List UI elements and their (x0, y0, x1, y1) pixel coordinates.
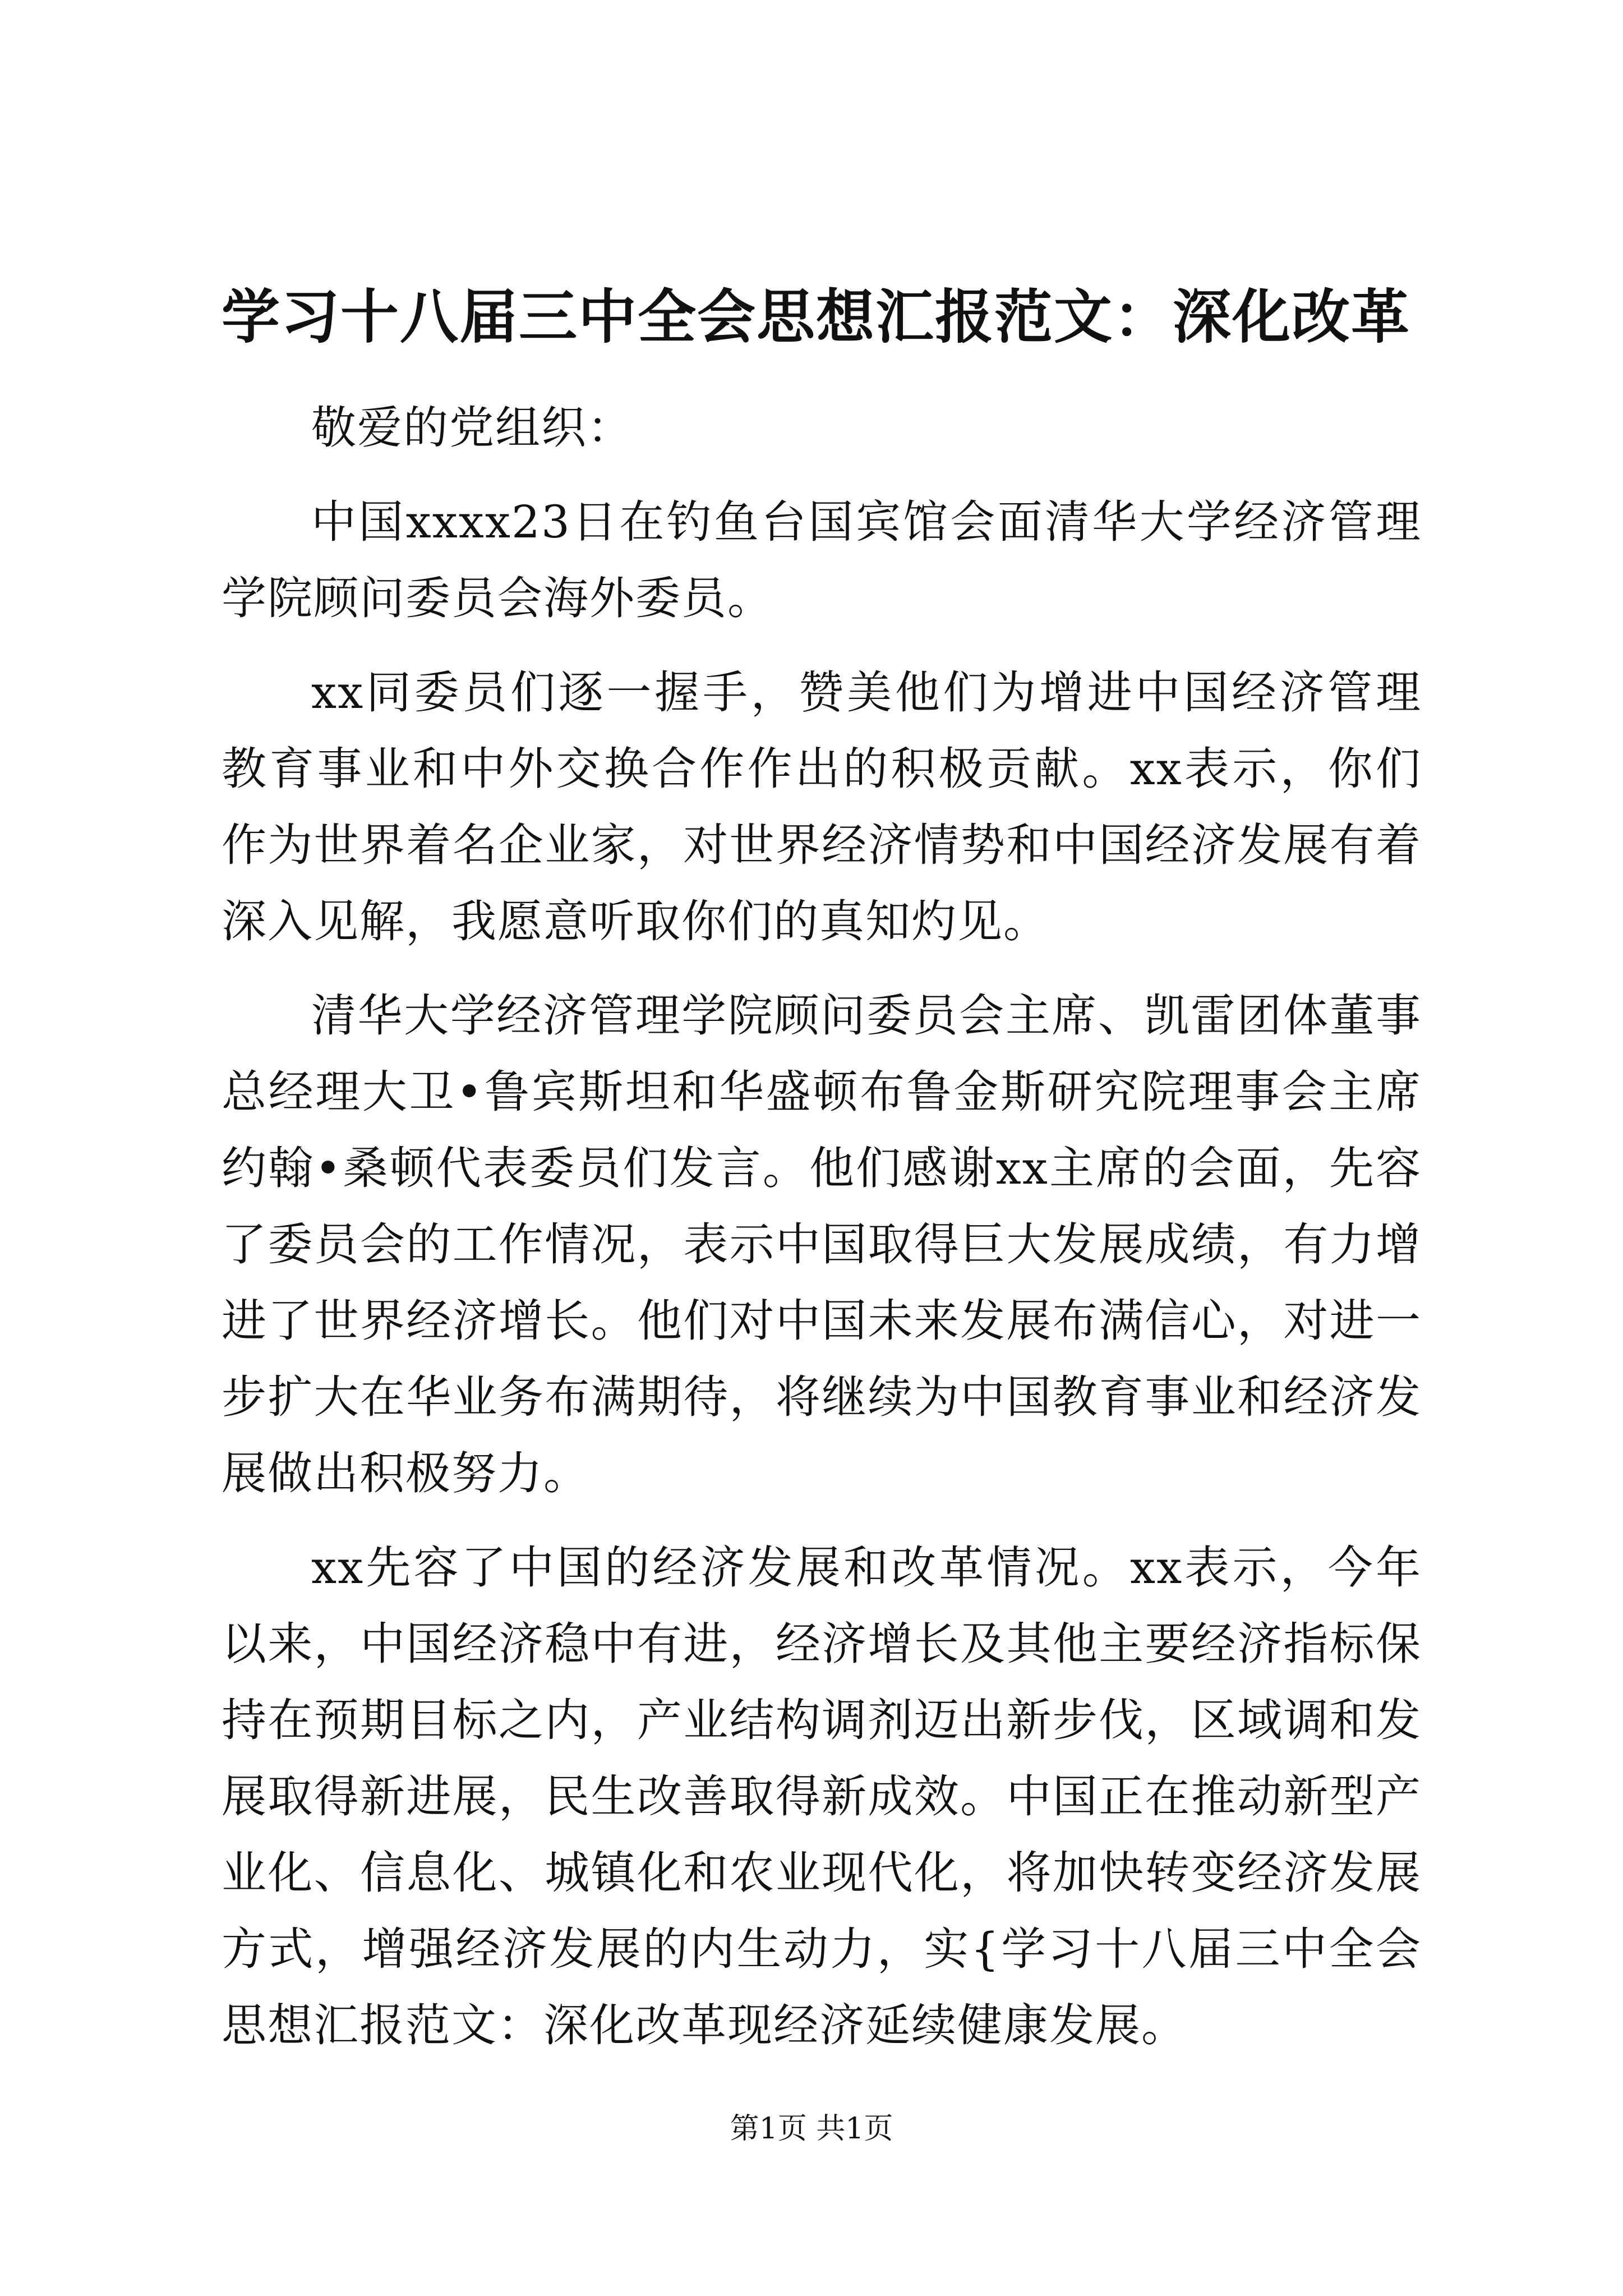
body-paragraph: xx先容了中国的经济发展和改革情况。xx表示，今年以来，中国经济稳中有进，经济增长及其他主要经济指标保持在预期目标之内，产业结构调剂迈出新步伐，区域调和发展取得新进展，民生改善取得新成效。中国正在推动新型产业化、信息化、城镇化和农业现代化，将加快转变经济发展方式，增强经济发展的内生动力，实{学习十八届三中全会思想汇报范文：深化改革现经济延续健康发展。 (222, 1542, 1422, 2051)
document-title: 学习十八届三中全会思想汇报范文：深化改革 (222, 282, 1411, 351)
salutation-paragraph: 敬爱的党组织： (311, 402, 633, 454)
document-body (222, 390, 1422, 2082)
body-paragraph: 清华大学经济管理学院顾问委员会主席、凯雷团体董事总经理大卫•鲁宾斯坦和华盛顿布鲁金斯研究院理事会主席约翰•桑顿代表委员们发言。他们感谢xx主席的会面，先容了委员会的工作情况，表示中国取得巨大发展成绩，有力增进了世界经济增长。他们对中国未来发展布满信心，对进一步扩大在华业务布满期待，将继续为中国教育事业和经济发展做出积极努力。 (222, 990, 1422, 1499)
page-footer: 第1页 共1页 (730, 2112, 893, 2146)
body-paragraph: 中国xxxx23日在钓鱼台国宾馆会面清华大学经济管理学院顾问委员会海外委员。 (222, 496, 1422, 624)
body-paragraph: xx同委员们逐一握手，赞美他们为增进中国经济管理教育事业和中外交换合作作出的积极贡献。xx表示，你们作为世界着名企业家，对世界经济情势和中国经济发展有着深入见解，我愿意听取你们的真知灼见。 (222, 666, 1422, 947)
